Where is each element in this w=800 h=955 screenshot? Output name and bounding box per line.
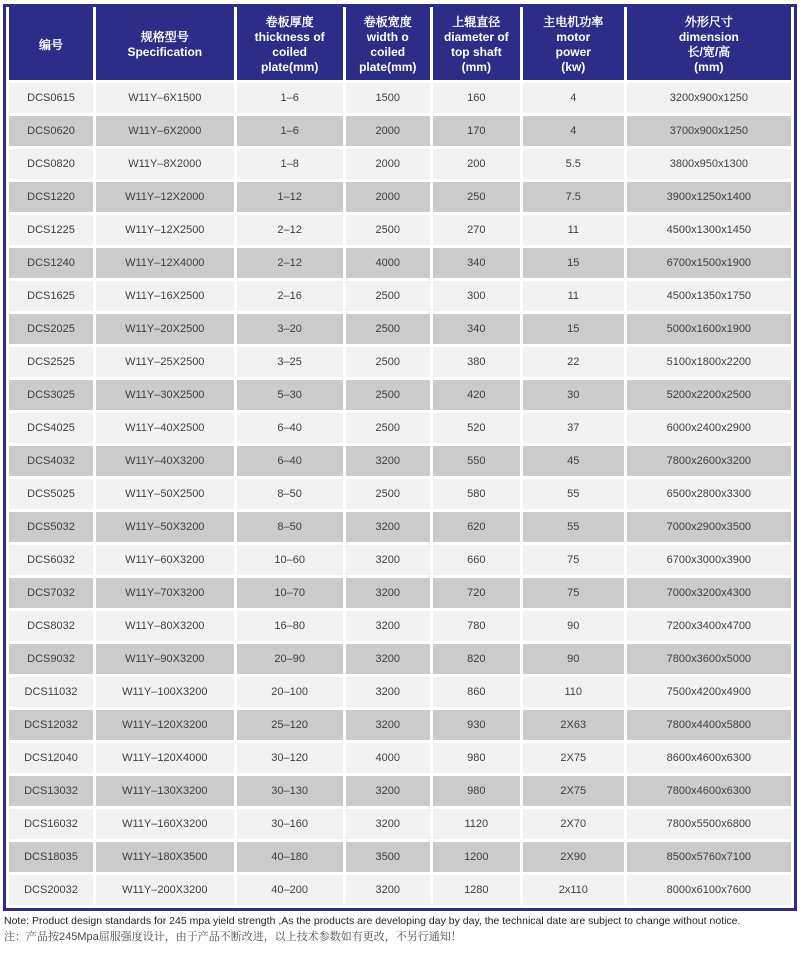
table-cell-dimension: 6700x1500x1900 xyxy=(627,248,791,278)
table-cell-code: DCS5025 xyxy=(9,479,93,509)
table-cell-code: DCS2025 xyxy=(9,314,93,344)
table-cell-specification: W11Y–50X3200 xyxy=(96,512,234,542)
column-header-line: 长/宽/高 xyxy=(687,45,731,59)
table-cell-power: 90 xyxy=(523,644,624,674)
specification-table-container xyxy=(3,4,797,911)
table-cell-code: DCS20032 xyxy=(9,875,93,905)
table-row xyxy=(9,611,791,641)
table-cell-diameter: 1200 xyxy=(433,842,520,872)
table-cell-diameter: 160 xyxy=(433,83,520,113)
table-cell-specification: W11Y–12X2500 xyxy=(96,215,234,245)
table-cell-diameter: 720 xyxy=(433,578,520,608)
table-row xyxy=(9,83,791,113)
table-cell-dimension: 7800x5500x6800 xyxy=(627,809,791,839)
table-cell-power: 2X70 xyxy=(523,809,624,839)
table-cell-power: 4 xyxy=(523,116,624,146)
table-cell-diameter: 980 xyxy=(433,743,520,773)
table-row xyxy=(9,677,791,707)
table-cell-width: 3200 xyxy=(346,512,430,542)
table-cell-specification: W11Y–20X2500 xyxy=(96,314,234,344)
table-cell-thickness: 1–8 xyxy=(237,149,343,179)
table-cell-dimension: 7800x4600x6300 xyxy=(627,776,791,806)
table-cell-width: 3200 xyxy=(346,446,430,476)
table-cell-specification: W11Y–12X2000 xyxy=(96,182,234,212)
table-cell-width: 4000 xyxy=(346,743,430,773)
table-cell-width: 3200 xyxy=(346,677,430,707)
table-header xyxy=(9,10,791,80)
table-cell-code: DCS0820 xyxy=(9,149,93,179)
table-cell-code: DCS2525 xyxy=(9,347,93,377)
table-cell-specification: W11Y–6X2000 xyxy=(96,116,234,146)
column-header-code xyxy=(9,10,93,80)
table-cell-power: 75 xyxy=(523,545,624,575)
table-cell-diameter: 1280 xyxy=(433,875,520,905)
table-cell-code: DCS18035 xyxy=(9,842,93,872)
table-cell-thickness: 20–90 xyxy=(237,644,343,674)
table-cell-code: DCS1220 xyxy=(9,182,93,212)
table-cell-power: 90 xyxy=(523,611,624,641)
table-cell-power: 37 xyxy=(523,413,624,443)
table-row xyxy=(9,314,791,344)
table-cell-width: 1500 xyxy=(346,83,430,113)
table-cell-width: 2000 xyxy=(346,116,430,146)
column-header-line: thickness of xyxy=(254,30,325,44)
table-cell-width: 3200 xyxy=(346,611,430,641)
table-cell-code: DCS9032 xyxy=(9,644,93,674)
column-header-power xyxy=(523,10,624,80)
table-cell-power: 2X63 xyxy=(523,710,624,740)
table-cell-power: 15 xyxy=(523,248,624,278)
table-row xyxy=(9,545,791,575)
table-cell-width: 2000 xyxy=(346,182,430,212)
table-cell-width: 3200 xyxy=(346,776,430,806)
column-header-line: dimension xyxy=(678,30,739,44)
table-cell-power: 2X75 xyxy=(523,743,624,773)
column-header-line: (kw) xyxy=(561,60,586,74)
table-cell-specification: W11Y–6X1500 xyxy=(96,83,234,113)
table-cell-width: 4000 xyxy=(346,248,430,278)
column-header-line: 主电机功率 xyxy=(543,15,604,29)
table-cell-diameter: 340 xyxy=(433,314,520,344)
header-row xyxy=(9,10,791,80)
table-cell-dimension: 8000x6100x7600 xyxy=(627,875,791,905)
table-cell-specification: W11Y–200X3200 xyxy=(96,875,234,905)
table-row xyxy=(9,512,791,542)
table-cell-specification: W11Y–120X4000 xyxy=(96,743,234,773)
table-cell-thickness: 3–20 xyxy=(237,314,343,344)
table-cell-power: 2X90 xyxy=(523,842,624,872)
table-cell-power: 75 xyxy=(523,578,624,608)
table-cell-dimension: 5100x1800x2200 xyxy=(627,347,791,377)
table-cell-diameter: 980 xyxy=(433,776,520,806)
table-cell-width: 3200 xyxy=(346,875,430,905)
table-row xyxy=(9,710,791,740)
table-cell-dimension: 7000x2900x3500 xyxy=(627,512,791,542)
column-header-line: motor xyxy=(556,30,591,44)
table-cell-width: 3200 xyxy=(346,545,430,575)
table-body xyxy=(9,83,791,905)
table-cell-dimension: 3900x1250x1400 xyxy=(627,182,791,212)
note-english: Note: Product design standards for 245 mpa yield strength ,As the products are developing day by day, the technical date are subject to change without notice. xyxy=(4,915,741,927)
table-cell-power: 55 xyxy=(523,479,624,509)
table-row xyxy=(9,413,791,443)
table-cell-code: DCS13032 xyxy=(9,776,93,806)
table-cell-code: DCS0615 xyxy=(9,83,93,113)
table-row xyxy=(9,842,791,872)
column-header-line: width o xyxy=(366,30,409,44)
column-header-line: 上辊直径 xyxy=(452,15,501,29)
table-cell-dimension: 6000x2400x2900 xyxy=(627,413,791,443)
table-cell-code: DCS5032 xyxy=(9,512,93,542)
column-header-dimension xyxy=(627,10,791,80)
table-cell-thickness: 1–12 xyxy=(237,182,343,212)
table-cell-specification: W11Y–12X4000 xyxy=(96,248,234,278)
column-header-line: (mm) xyxy=(694,60,724,74)
table-cell-dimension: 7200x3400x4700 xyxy=(627,611,791,641)
column-header-line: 卷板宽度 xyxy=(363,15,412,29)
table-cell-dimension: 3200x900x1250 xyxy=(627,83,791,113)
table-cell-thickness: 8–50 xyxy=(237,512,343,542)
table-cell-thickness: 2–16 xyxy=(237,281,343,311)
table-cell-thickness: 40–200 xyxy=(237,875,343,905)
column-header-line: (mm) xyxy=(461,60,491,74)
table-cell-code: DCS12040 xyxy=(9,743,93,773)
table-cell-diameter: 300 xyxy=(433,281,520,311)
table-row xyxy=(9,776,791,806)
column-header-line: 卷板厚度 xyxy=(265,15,314,29)
table-cell-specification: W11Y–60X3200 xyxy=(96,545,234,575)
table-cell-thickness: 8–50 xyxy=(237,479,343,509)
table-cell-code: DCS7032 xyxy=(9,578,93,608)
column-header-line: 规格型号 xyxy=(140,30,189,44)
table-cell-thickness: 2–12 xyxy=(237,215,343,245)
table-cell-dimension: 7800x4400x5800 xyxy=(627,710,791,740)
table-cell-thickness: 2–12 xyxy=(237,248,343,278)
column-header-line: 外形尺寸 xyxy=(684,15,733,29)
table-cell-width: 2500 xyxy=(346,314,430,344)
table-row xyxy=(9,446,791,476)
table-cell-diameter: 170 xyxy=(433,116,520,146)
table-cell-thickness: 1–6 xyxy=(237,83,343,113)
table-cell-width: 2500 xyxy=(346,215,430,245)
table-cell-dimension: 3800x950x1300 xyxy=(627,149,791,179)
table-cell-power: 30 xyxy=(523,380,624,410)
table-cell-width: 3500 xyxy=(346,842,430,872)
table-cell-specification: W11Y–40X2500 xyxy=(96,413,234,443)
table-cell-dimension: 6700x3000x3900 xyxy=(627,545,791,575)
table-cell-width: 2500 xyxy=(346,281,430,311)
table-cell-specification: W11Y–90X3200 xyxy=(96,644,234,674)
table-row xyxy=(9,479,791,509)
table-row xyxy=(9,809,791,839)
table-cell-diameter: 580 xyxy=(433,479,520,509)
table-cell-thickness: 25–120 xyxy=(237,710,343,740)
table-cell-thickness: 40–180 xyxy=(237,842,343,872)
table-cell-diameter: 660 xyxy=(433,545,520,575)
table-cell-code: DCS1625 xyxy=(9,281,93,311)
table-cell-dimension: 3700x900x1250 xyxy=(627,116,791,146)
table-row xyxy=(9,116,791,146)
table-cell-power: 11 xyxy=(523,281,624,311)
table-cell-power: 110 xyxy=(523,677,624,707)
table-cell-specification: W11Y–30X2500 xyxy=(96,380,234,410)
table-cell-diameter: 620 xyxy=(433,512,520,542)
table-cell-diameter: 340 xyxy=(433,248,520,278)
table-cell-width: 3200 xyxy=(346,809,430,839)
table-cell-width: 2000 xyxy=(346,149,430,179)
table-cell-code: DCS0620 xyxy=(9,116,93,146)
table-row xyxy=(9,149,791,179)
table-cell-diameter: 200 xyxy=(433,149,520,179)
table-row xyxy=(9,281,791,311)
table-cell-specification: W11Y–40X3200 xyxy=(96,446,234,476)
table-cell-code: DCS12032 xyxy=(9,710,93,740)
table-cell-specification: W11Y–180X3500 xyxy=(96,842,234,872)
table-cell-diameter: 250 xyxy=(433,182,520,212)
table-cell-width: 2500 xyxy=(346,479,430,509)
table-cell-diameter: 420 xyxy=(433,380,520,410)
table-cell-specification: W11Y–80X3200 xyxy=(96,611,234,641)
table-cell-thickness: 6–40 xyxy=(237,446,343,476)
table-cell-diameter: 930 xyxy=(433,710,520,740)
table-cell-specification: W11Y–100X3200 xyxy=(96,677,234,707)
table-cell-dimension: 7000x3200x4300 xyxy=(627,578,791,608)
table-cell-diameter: 820 xyxy=(433,644,520,674)
table-cell-diameter: 380 xyxy=(433,347,520,377)
table-cell-code: DCS4032 xyxy=(9,446,93,476)
table-cell-code: DCS4025 xyxy=(9,413,93,443)
table-cell-power: 22 xyxy=(523,347,624,377)
table-cell-power: 7.5 xyxy=(523,182,624,212)
table-cell-width: 3200 xyxy=(346,710,430,740)
table-cell-power: 55 xyxy=(523,512,624,542)
column-header-line: diameter of xyxy=(443,30,509,44)
table-cell-diameter: 270 xyxy=(433,215,520,245)
table-cell-diameter: 550 xyxy=(433,446,520,476)
table-row xyxy=(9,578,791,608)
table-cell-code: DCS11032 xyxy=(9,677,93,707)
table-cell-power: 4 xyxy=(523,83,624,113)
table-cell-power: 2x110 xyxy=(523,875,624,905)
column-header-line: top shaft xyxy=(450,45,502,59)
table-cell-code: DCS1240 xyxy=(9,248,93,278)
table-cell-specification: W11Y–8X2000 xyxy=(96,149,234,179)
table-cell-specification: W11Y–25X2500 xyxy=(96,347,234,377)
table-cell-width: 2500 xyxy=(346,347,430,377)
table-row xyxy=(9,875,791,905)
table-cell-width: 2500 xyxy=(346,380,430,410)
table-cell-diameter: 860 xyxy=(433,677,520,707)
column-header-line: plate(mm) xyxy=(260,60,319,74)
table-cell-thickness: 10–70 xyxy=(237,578,343,608)
table-cell-thickness: 30–120 xyxy=(237,743,343,773)
table-cell-specification: W11Y–120X3200 xyxy=(96,710,234,740)
table-row xyxy=(9,248,791,278)
table-cell-code: DCS3025 xyxy=(9,380,93,410)
table-cell-power: 15 xyxy=(523,314,624,344)
specification-table xyxy=(6,7,794,908)
table-cell-power: 45 xyxy=(523,446,624,476)
table-cell-code: DCS8032 xyxy=(9,611,93,641)
table-cell-dimension: 7800x3600x5000 xyxy=(627,644,791,674)
table-cell-thickness: 3–25 xyxy=(237,347,343,377)
table-row xyxy=(9,215,791,245)
table-cell-power: 5.5 xyxy=(523,149,624,179)
table-row xyxy=(9,743,791,773)
table-row xyxy=(9,380,791,410)
table-cell-specification: W11Y–16X2500 xyxy=(96,281,234,311)
column-header-diameter xyxy=(433,10,520,80)
column-header-line: coiled xyxy=(370,45,406,59)
table-cell-diameter: 520 xyxy=(433,413,520,443)
table-cell-dimension: 5200x2200x2500 xyxy=(627,380,791,410)
table-cell-specification: W11Y–50X2500 xyxy=(96,479,234,509)
table-cell-thickness: 6–40 xyxy=(237,413,343,443)
table-cell-thickness: 1–6 xyxy=(237,116,343,146)
column-header-width xyxy=(346,10,430,80)
table-cell-code: DCS16032 xyxy=(9,809,93,839)
table-cell-width: 3200 xyxy=(346,578,430,608)
table-cell-specification: W11Y–130X3200 xyxy=(96,776,234,806)
column-header-line: 编号 xyxy=(39,37,64,52)
table-cell-thickness: 30–130 xyxy=(237,776,343,806)
column-header-line: coiled xyxy=(272,45,307,59)
table-cell-specification: W11Y–160X3200 xyxy=(96,809,234,839)
column-header-thickness xyxy=(237,10,343,80)
table-row xyxy=(9,182,791,212)
table-cell-dimension: 7800x2600x3200 xyxy=(627,446,791,476)
table-cell-power: 11 xyxy=(523,215,624,245)
table-cell-dimension: 5000x1600x1900 xyxy=(627,314,791,344)
table-row xyxy=(9,644,791,674)
note-chinese: 注：产品按245Mpa屈服强度设计，由于产品不断改进，以上技术参数如有更改，不另行通知！ xyxy=(4,931,462,943)
table-cell-dimension: 4500x1300x1450 xyxy=(627,215,791,245)
table-cell-specification: W11Y–70X3200 xyxy=(96,578,234,608)
table-cell-thickness: 20–100 xyxy=(237,677,343,707)
column-header-specification xyxy=(96,10,234,80)
table-cell-code: DCS6032 xyxy=(9,545,93,575)
table-cell-thickness: 16–80 xyxy=(237,611,343,641)
table-cell-dimension: 8500x5760x7100 xyxy=(627,842,791,872)
table-cell-thickness: 5–30 xyxy=(237,380,343,410)
table-row xyxy=(9,347,791,377)
table-cell-thickness: 30–160 xyxy=(237,809,343,839)
column-header-line: power xyxy=(555,45,591,59)
table-cell-power: 2X75 xyxy=(523,776,624,806)
table-cell-width: 2500 xyxy=(346,413,430,443)
table-cell-thickness: 10–60 xyxy=(237,545,343,575)
column-header-line: Specification xyxy=(127,45,203,59)
table-cell-dimension: 4500x1350x1750 xyxy=(627,281,791,311)
table-cell-diameter: 780 xyxy=(433,611,520,641)
column-header-line: plate(mm) xyxy=(359,60,417,74)
table-cell-code: DCS1225 xyxy=(9,215,93,245)
table-cell-width: 3200 xyxy=(346,644,430,674)
table-cell-dimension: 6500x2800x3300 xyxy=(627,479,791,509)
table-cell-dimension: 8600x4600x6300 xyxy=(627,743,791,773)
table-cell-diameter: 1120 xyxy=(433,809,520,839)
table-cell-dimension: 7500x4200x4900 xyxy=(627,677,791,707)
footnotes xyxy=(4,914,796,945)
